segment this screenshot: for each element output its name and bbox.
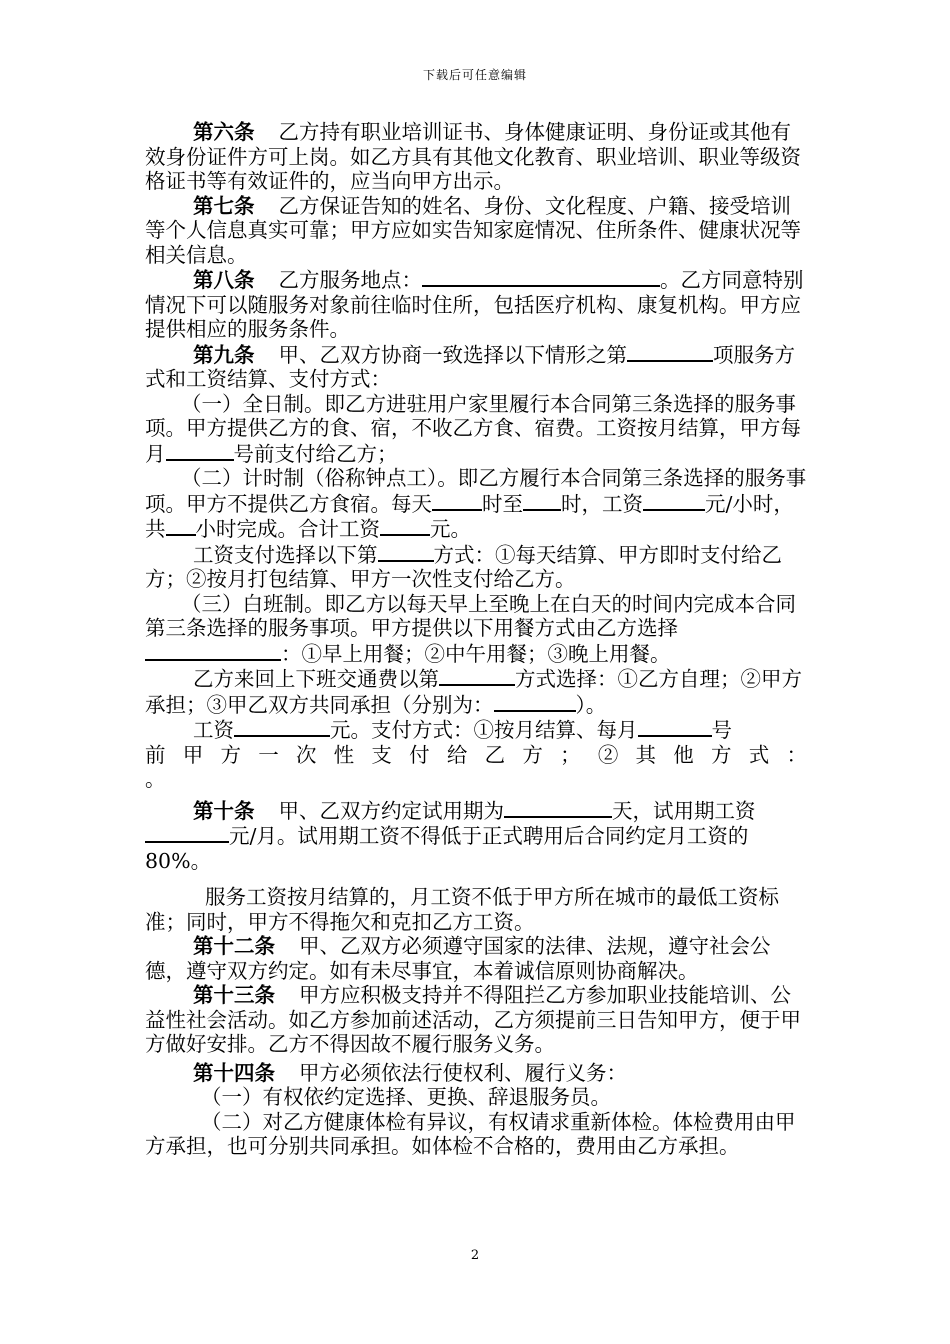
clause-text: 乙方来回上下班交通费以第 [193,667,439,691]
blank-wage-pay-day[interactable] [638,717,712,737]
article-text: 甲方必须依法行使权利、履行义务： [299,1060,627,1085]
clause-text: 元/小时，共 [145,491,794,541]
blank-end-hour[interactable] [523,491,561,511]
blank-service-location[interactable] [422,267,660,287]
article-text: 甲、乙双方约定试用期为 [278,798,504,823]
blank-option-number[interactable] [627,342,713,362]
article-title: 第十二条 [193,934,275,958]
clause-text: 工资支付选择以下第 [193,542,378,567]
blank-probation-days[interactable] [504,798,612,818]
blank-pay-method[interactable] [378,542,434,562]
clause-text: ）。 [575,692,607,717]
clause-wage-line3: 。 [145,767,166,791]
article-14 [145,1061,807,1086]
article-8 [145,267,807,342]
clause-text: 元。支付方式：①按月结算、每月 [330,718,638,742]
clause-hourly [145,466,807,542]
page-header: 下载后可任意编辑 [422,68,527,82]
clause-text: （一）全日制。即乙方进驻用户家里履行本合同第三条选择的服务事项。甲方提供乙方的食、宿，不收乙方食、宿费。工资按月结算，甲方每月 [145,391,801,466]
clause-wage [145,717,807,743]
article-text: 。乙方同意特别情况下可以随服务对象前往临时住所，包括医疗机构、康复机构。甲方应提供相应的服务条件。 [145,268,804,341]
article-12 [145,934,807,983]
clause-text: 工资 [193,718,234,742]
page-number: 2 [470,1248,480,1263]
article-title: 第九条 [193,342,255,367]
article-text: 甲、乙双方必须遵守国家的法律、法规，遵守社会公德，遵守双方约定。如有未尽事宜，本着诚信原则协商解决。 [145,934,771,983]
clause-text: 时至 [482,491,523,516]
article-text: 乙方持有职业培训证书、身体健康证明、身份证或其他有效身份证件方可上岗。如乙方具有其他文化教育、职业培训、职业等级资格证书等有效证件的，应当向甲方出示。 [145,120,801,193]
clause-text: （三）白班制。即乙方以每天早上至晚上在白天的时间内完成本合同第三条选择的服务事项。甲方提供以下用餐方式由乙方选择 [145,591,796,640]
clause-full-time [145,392,807,467]
blank-hours[interactable] [166,516,196,536]
article-text: 天，试用期工资 [612,798,756,823]
clause-text: 元。 [430,517,471,541]
blank-total-wage[interactable] [380,516,430,536]
blank-probation-wage[interactable] [145,823,229,843]
article-title: 第十条 [193,798,255,823]
blank-start-hour[interactable] [432,491,482,511]
blank-meal-choice[interactable] [145,641,281,661]
clause-text: 号 [711,718,732,742]
article-title: 第六条 [193,120,255,144]
article-13 [145,983,807,1057]
article-text: 元/月。试用期工资不得低于正式聘用后合同约定月工资的 80%。 [145,824,749,873]
clause-text: 小时完成。合计工资 [195,517,380,541]
article-6 [145,120,807,194]
document-body [145,120,807,1159]
article-text: 乙方保证告知的姓名、身份、文化程度、户籍、接受培训等个人信息真实可靠；甲方应如实告知家庭情况、住所条件、健康状况等相关信息。 [145,193,801,267]
clause-text: ：①早上用餐；②中午用餐；③晚上用餐。 [281,641,671,666]
right-2: （二）对乙方健康体检有异议，有权请求重新体检。体检费用由甲方承担，也可分别共同承担。如体检不合格的，费用由乙方承担。 [145,1109,796,1158]
blank-hourly-rate[interactable] [643,491,705,511]
blank-pay-day[interactable] [166,441,234,461]
clause-wage-line2: 前甲方一次性支付给乙方；②其他方式： [145,742,807,767]
clause-text: 方式：①每天结算、甲方即时支付给乙方；②按月打包结算、甲方一次性支付给乙方。 [145,542,782,591]
article-title: 第七条 [193,193,255,218]
article-title: 第十四条 [193,1060,275,1085]
clause-text: 时，工资 [561,491,643,516]
blank-commute-option[interactable] [439,666,515,686]
blank-commute-split[interactable] [494,692,576,712]
article-text: 甲方应积极支持并不得阻拦乙方参加职业技能培训、公益性社会活动。如乙方参加前述活动，乙方须提前三日告知甲方，便于甲方做好安排。乙方不得因故不履行服务义务。 [145,983,801,1056]
clause-text: 号前支付给乙方； [233,441,398,466]
article-title: 第八条 [193,268,255,292]
clause-text: 方式选择：①乙方自理；②甲方承担；③甲乙双方共同承担（分别为： [145,667,802,717]
clause-commute [145,666,807,717]
article-title: 第十三条 [193,983,275,1007]
article-text: 乙方服务地点： [278,268,422,292]
blank-wage[interactable] [234,717,330,737]
right-1: （一）有权依约定选择、更换、辞退服务员。 [201,1085,611,1109]
clause-min-wage: 服务工资按月结算的，月工资不低于甲方所在城市的最低工资标准；同时，甲方不得拖欠和克扣乙方工资。 [145,885,779,934]
article-7 [145,194,807,268]
clause-pay-selection [145,542,807,592]
article-9 [145,342,807,392]
clause-text: （二）计时制（俗称钟点工）。即乙方履行本合同第三条选择的服务事项。甲方不提供乙方食宿。每天 [145,466,807,516]
clause-day-shift [145,592,807,667]
article-text: 甲、乙双方协商一致选择以下情形之第 [278,342,627,367]
article-10 [145,798,807,874]
article-text: 项服务方式和工资结算、支付方式： [145,342,795,391]
